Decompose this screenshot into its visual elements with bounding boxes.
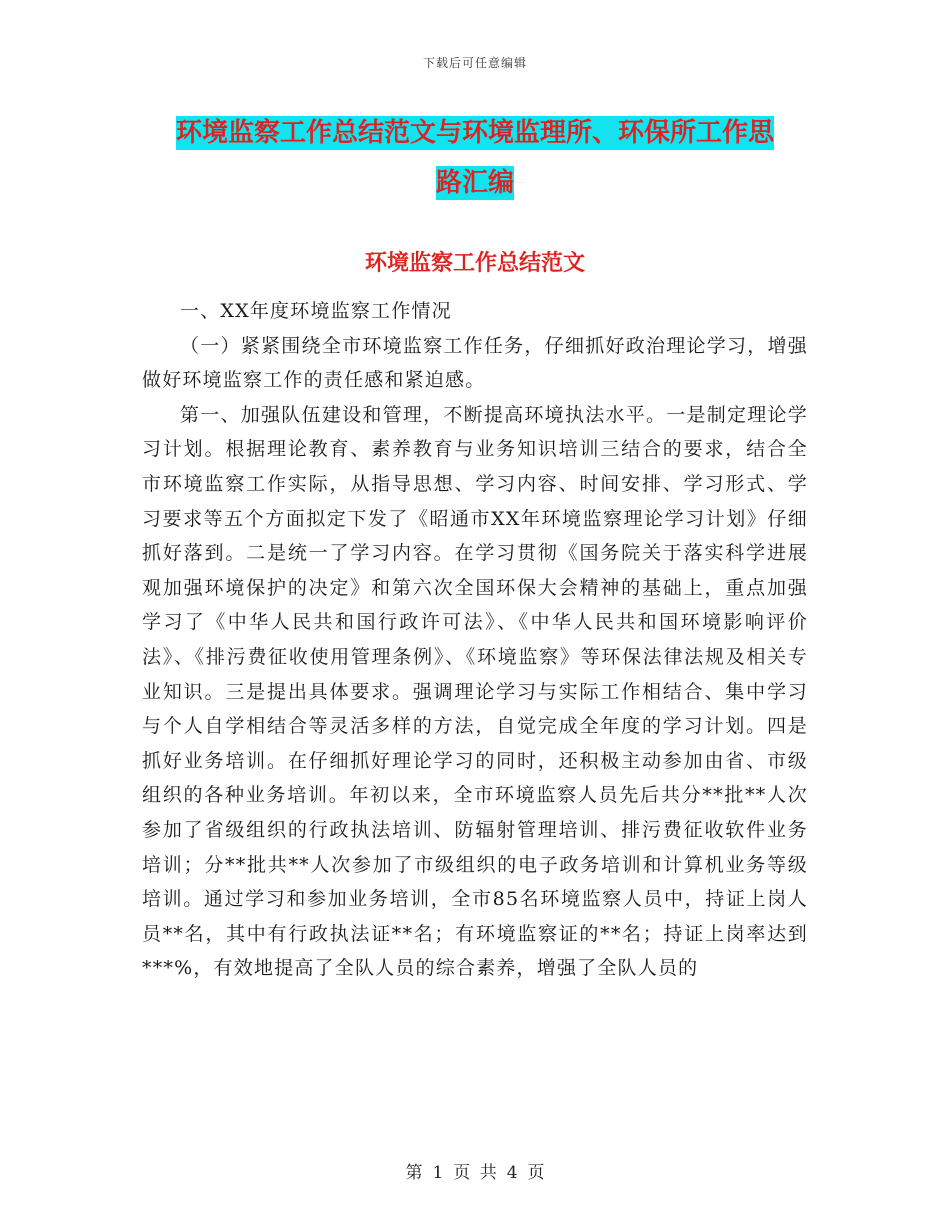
document-title-line-1: 环境监察工作总结范文与环境监理所、环保所工作思 xyxy=(175,118,774,148)
document-title xyxy=(0,108,950,208)
footer-page-number: 1 xyxy=(432,1163,444,1183)
footer-prefix: 第 xyxy=(405,1163,423,1183)
footer-middle: 页 共 xyxy=(453,1163,497,1183)
paragraph-heading: 一、XX年度环境监察工作情况 xyxy=(180,300,452,322)
page-header-note: 下载后可任意编辑 xyxy=(422,56,527,70)
section-title: 环境监察工作总结范文 xyxy=(364,250,585,276)
footer-total-pages: 4 xyxy=(506,1163,518,1183)
page-footer xyxy=(0,1158,950,1183)
document-body xyxy=(142,294,808,986)
paragraph: 第一、加强队伍建设和管理，不断提高环境执法水平。一是制定理论学习计划。根据理论教育、素养教育与业务知识培训三结合的要求，结合全市环境监察工作实际，从指导思想、学习内容、时间安排、学习形式、学习要求等五个方面拟定下发了《昭通市XX年环境监察理论学习计划》仔细抓好落到。二是统一了学习内容。在学习贯彻《国务院关于落实科学进展观加强环境保护的决定》和第六次全国环保大会精神的基础上，重点加强学习了《中华人民共和国行政许可法》、《中华人民共和国环境影响评价法》、《排污费征收使用管理条例》、《环境监察》等环保法律法规及相关专业知识。三是提出具体要求。强调理论学习与实际工作相结合、集中学习与个人自学相结合等灵活多样的方法，自觉完成全年度的学习计划。四是抓好业务培训。在仔细抓好理论学习的同时，还积极主动参加由省、市级组织的各种业务培训。年初以来，全市环境监察人员先后共分**批**人次参加了省级组织的行政执法培训、防辐射管理培训、排污费征收软件业务培训；分**批共**人次参加了市级组织的电子政务培训和计算机业务等级培训。通过学习和参加业务培训，全市85名环境监察人员中，持证上岗人员**名，其中有行政执法证**名；有环境监察证的**名；持证上岗率达到***%，有效地提高了全队人员的综合素养，增强了全队人员的 xyxy=(142,403,808,980)
footer-suffix: 页 xyxy=(527,1163,545,1183)
paragraph: （一）紧紧围绕全市环境监察工作任务，仔细抓好政治理论学习，增强做好环境监察工作的责任感和紧迫感。 xyxy=(142,334,808,392)
document-title-line-2: 路汇编 xyxy=(435,168,514,198)
